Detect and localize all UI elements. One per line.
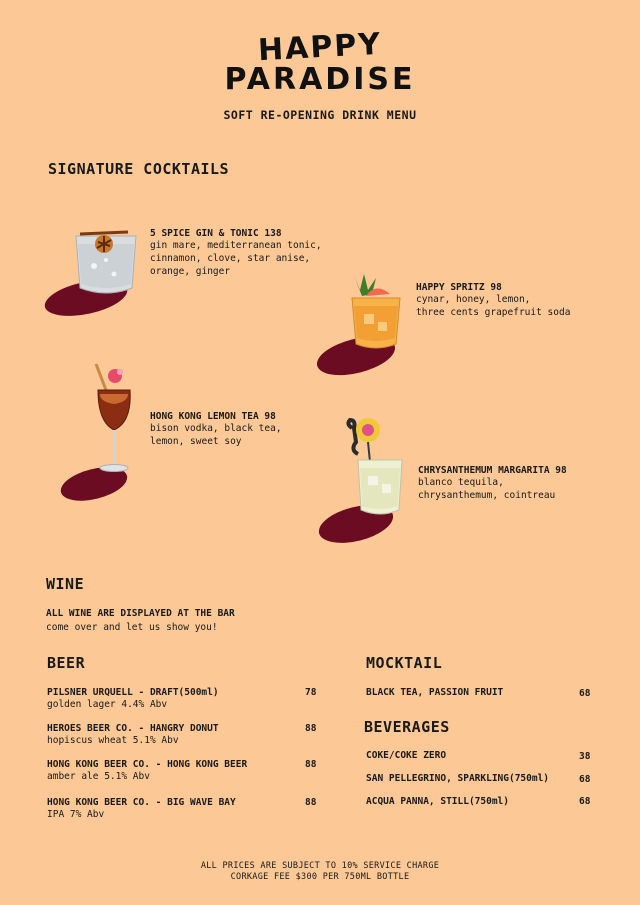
beer-desc: hopiscus wheat 5.1% Abv [47, 735, 179, 746]
cocktail-name: CHRYSANTHEMUM MARGARITA 98 [418, 465, 567, 476]
cocktail-gin-tonic [150, 228, 322, 278]
beverage-price: 38 [579, 751, 591, 762]
margarita-image [318, 406, 410, 548]
cocktail-desc: chrysanthemum, cointreau [418, 490, 556, 501]
wine-title: WINE [46, 575, 85, 593]
cocktail-name: HAPPY SPRITZ 98 [416, 282, 502, 293]
wine-note-bold: ALL WINE ARE DISPLAYED AT THE BAR [46, 608, 235, 619]
mocktail-title: MOCKTAIL [366, 654, 443, 672]
beverage-price: 68 [579, 796, 591, 807]
footer-service-charge: ALL PRICES ARE SUBJECT TO 10% SERVICE CHARGE [200, 861, 440, 871]
beverage-name: ACQUA PANNA, STILL(750ml) [366, 796, 509, 807]
wine-note: come over and let us show you! [46, 622, 218, 633]
footer-corkage: CORKAGE FEE $300 PER 750ML BOTTLE [230, 872, 410, 882]
cocktail-lemon-tea [150, 411, 282, 448]
beer-price: 88 [305, 759, 317, 770]
gin-tonic-image [44, 222, 144, 322]
cocktail-name: HONG KONG LEMON TEA 98 [150, 411, 276, 422]
beverage-price: 68 [579, 774, 591, 785]
cocktail-desc: cinnamon, clove, star anise, [150, 253, 311, 264]
mocktail-name: BLACK TEA, PASSION FRUIT [366, 687, 504, 698]
menu-subtitle: SOFT RE-OPENING DRINK MENU [223, 108, 417, 122]
beer-title: BEER [47, 654, 86, 672]
cocktail-desc: gin mare, mediterranean tonic, [150, 240, 322, 251]
footer [0, 861, 640, 883]
beer-item [47, 687, 219, 711]
beer-name: PILSNER URQUELL - DRAFT(500ml) [47, 687, 219, 698]
cocktail-margarita [418, 465, 567, 502]
beer-item [47, 759, 247, 783]
beer-name: HONG KONG BEER CO. - HONG KONG BEER [47, 759, 248, 770]
beer-price: 88 [305, 723, 317, 734]
cocktail-desc: bison vodka, black tea, [150, 423, 282, 434]
beer-price: 88 [305, 797, 317, 808]
beer-item [47, 797, 236, 821]
beer-desc: IPA 7% Abv [47, 809, 105, 820]
cocktail-desc: blanco tequila, [418, 477, 504, 488]
cocktail-desc: orange, ginger [150, 266, 231, 277]
cocktail-desc: cynar, honey, lemon, [416, 294, 531, 305]
lemon-tea-image [60, 360, 140, 505]
logo-paradise: PARADISE [224, 62, 416, 97]
signature-cocktails-title: SIGNATURE COCKTAILS [48, 160, 230, 178]
beer-price: 78 [305, 687, 317, 698]
beer-name: HONG KONG BEER CO. - BIG WAVE BAY [47, 797, 236, 808]
cocktail-desc: three cents grapefruit soda [416, 307, 571, 318]
beer-item [47, 723, 219, 747]
cocktail-desc: lemon, sweet soy [150, 436, 242, 447]
beverage-name: SAN PELLEGRINO, SPARKLING(750ml) [366, 773, 550, 784]
logo-happy: HAPPY [257, 26, 383, 69]
cocktail-name: 5 SPICE GIN & TONIC 138 [150, 228, 282, 239]
cocktail-happy-spritz [416, 282, 570, 319]
beer-desc: golden lager 4.4% Abv [47, 699, 168, 710]
beverage-name: COKE/COKE ZERO [366, 750, 447, 761]
beer-desc: amber ale 5.1% Abv [47, 771, 150, 782]
beer-name: HEROES BEER CO. - HANGRY DONUT [47, 723, 219, 734]
happy-spritz-image [316, 272, 406, 380]
beverages-title: BEVERAGES [364, 718, 450, 736]
mocktail-price: 68 [579, 688, 591, 699]
